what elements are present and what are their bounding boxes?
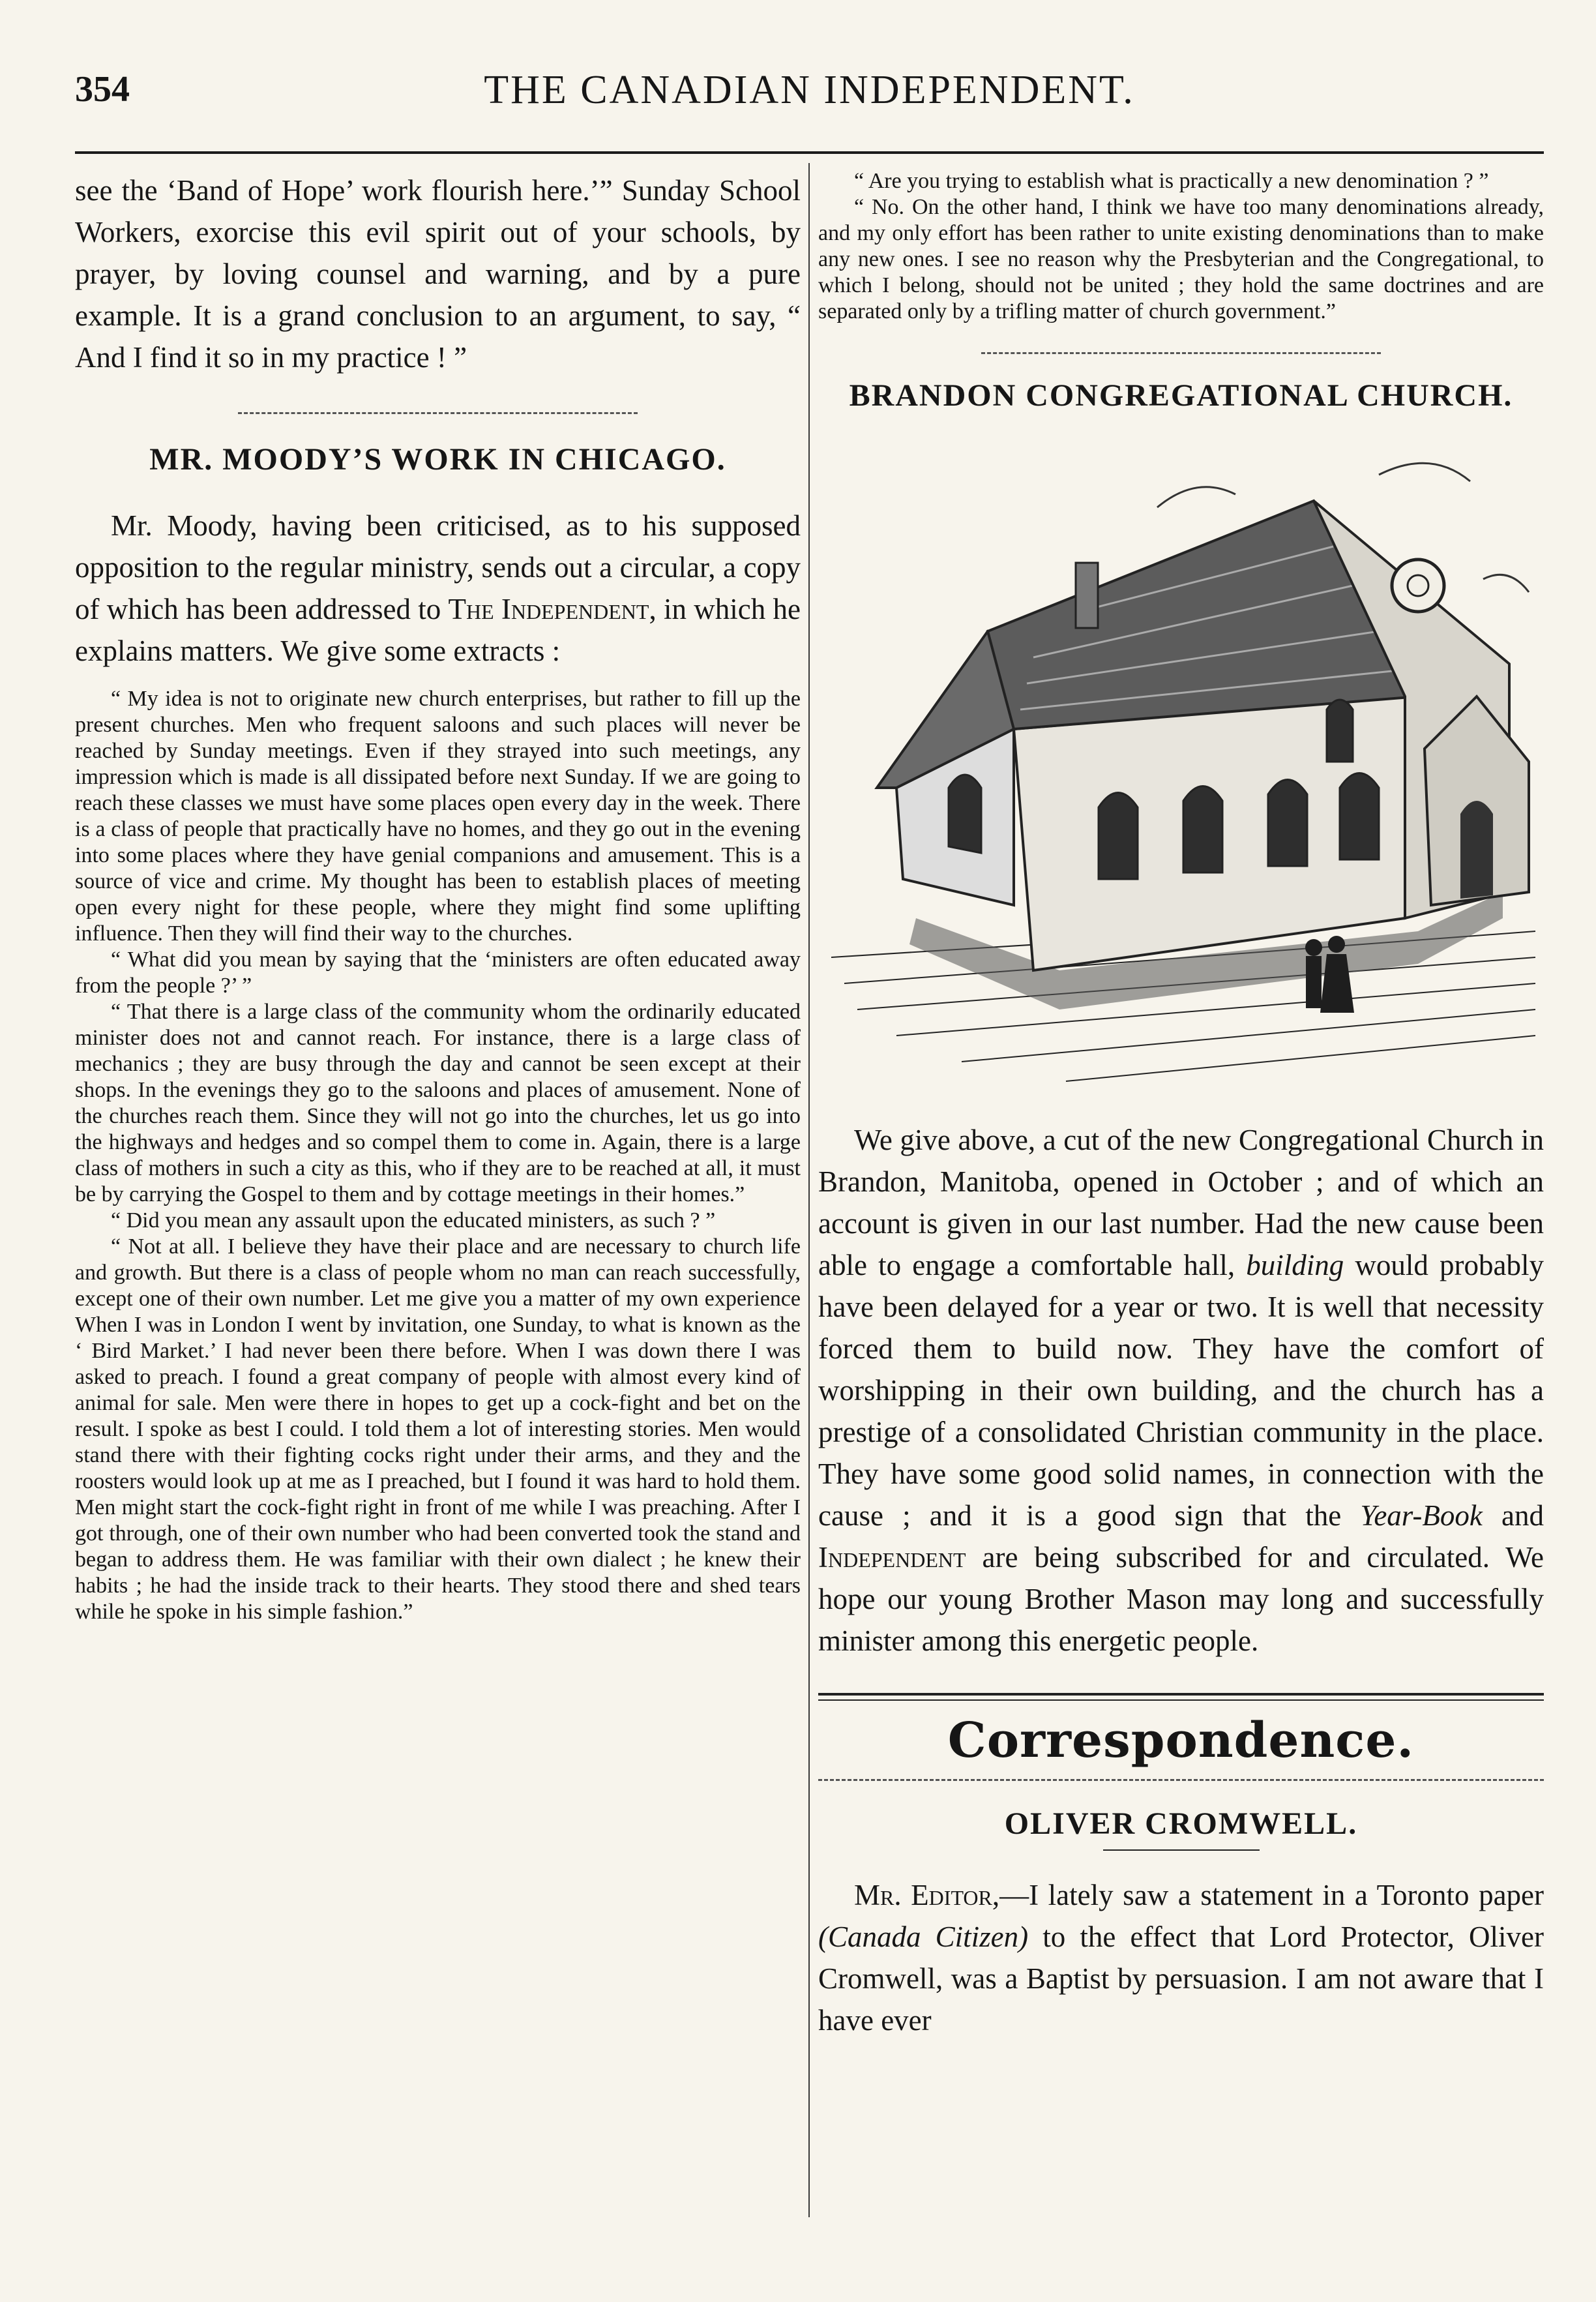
moody-intro-text-end: , in which he explains matters. We give some extracts : — [75, 593, 801, 667]
letter-text: to the effect that Lord Protector, Oliver Cromwell, was a Baptist by persuasion. I am not aware that I have ever — [818, 1921, 1544, 2037]
brandon-article — [818, 1119, 1544, 1662]
journal-name: Independent — [818, 1541, 966, 1574]
header-rule — [75, 151, 1544, 154]
cromwell-heading: OLIVER CROMWELL. — [1004, 1806, 1358, 1841]
brandon-text: and — [1482, 1499, 1544, 1532]
extract-paragraph: “ Not at all. I believe they have their place and are necessary to church life and growth. But there is a class of people whom no man can reach successfully, except one of their own number. Let me give you a matter of my own experience When I was in London I went by invitation, one Sunday, to what is known as the ‘ Bird Market.’ I had never been there before. When I was down there I was asked to preach. I found a great company of people with almost every kind of animal for sale. Men were there in hopes to get up a cock-fight and bet on the result. I spoke as best I could. I told them a lot of interesting stories. Men would stand there with their fighting cocks right under their arms, and they and the roosters would look up at me as I preached, but I found it was hard to hold them. Men might start the cock-fight right in front of me while I was preaching. After I got through, one of their own number who had been converted took the stand and began to address them. He was familiar with their own dialect ; he knew their habits ; he had the inside track to their hearts. They stood there and shed tears while he spoke in his simple fashion.” — [75, 1234, 801, 1624]
moody-intro-text: Mr. Moody, having been criticised, as to his supposed opposition to the regular ministry, sends out a circular, a copy of which has been addressed to — [75, 509, 801, 625]
journal-title: THE CANADIAN INDEPENDENT. — [484, 68, 1135, 112]
double-rule — [818, 1693, 1544, 1701]
journal-name: The Independent — [448, 593, 649, 625]
brandon-emphasis: building — [1246, 1249, 1344, 1281]
salutation: Mr. Editor, — [854, 1879, 1000, 1911]
page-number: 354 — [75, 69, 130, 110]
moody-extracts — [75, 686, 801, 1625]
running-head — [75, 62, 1544, 134]
extract-paragraph: “ What did you mean by saying that the ‘ministers are often educated away from the people ?’ ” — [75, 948, 801, 998]
church-engraving — [818, 423, 1544, 1107]
heading-underline — [1103, 1849, 1260, 1851]
column-divider — [808, 163, 810, 2217]
brandon-text: would probably have been delayed for a year or two. It is well that necessity forced them to build now. They have the comfort of worshipping in their own building, and the church has a prestige of a consolidated Christian community in the place. They have some good solid names, in connection with the cause ; and it is a good sign that the — [818, 1249, 1544, 1532]
section-separator — [818, 1779, 1544, 1781]
letter-text: —I lately saw a statement in a Toronto paper — [999, 1879, 1544, 1911]
extract-paragraph: “ That there is a large class of the community whom the ordinarily educated minister does not and cannot reach. For instance, there is a large class of mechanics ; they are busy through the day and cannot be seen except at their shops. In the evenings they go to the saloons and places of amusement. None of the churches reach them. Since they will not go into the churches, let us go into the highways and hedges and so compel them to come in. Again, there is a large class of mothers in such a city as this, who if they are to be reached at all, it must be by carrying the Gospel to them and by cottage meetings in their homes.” — [75, 1000, 801, 1206]
moody-heading: MR. MOODY’S WORK IN CHICAGO. — [149, 442, 726, 477]
year-book-title: Year-Book — [1360, 1499, 1483, 1532]
left-column — [75, 163, 801, 1625]
right-column — [818, 163, 1544, 2041]
brandon-heading: BRANDON CONGREGATIONAL CHURCH. — [849, 378, 1513, 413]
top-extract: “ No. On the other hand, I think we have too many denominations already, and my only effort has been rather to unite existing denominations than to make any new ones. I see no reason why the Presbyterian and the Congregational, to which I belong, should not be united ; they hold the same doctrines and are separated only by a trifling matter of church government.” — [818, 195, 1544, 323]
correspondence-heading: Correspondence. — [947, 1712, 1415, 1769]
intro-paragraph: see the ‘Band of Hope’ work flourish here.’” Sunday School Workers, exorcise this evil spirit out of your schools, by prayer, by loving counsel and warning, and by a pure example. It is a grand conclusion to an argument, to say, “ And I find it so in my practice ! ” — [75, 174, 801, 374]
top-extract: “ Are you trying to establish what is practically a new denomination ? ” — [854, 169, 1489, 193]
extract-paragraph: “ Did you mean any assault upon the educated ministers, as such ? ” — [111, 1208, 716, 1233]
section-separator — [238, 412, 637, 414]
section-separator — [981, 352, 1380, 354]
cromwell-letter — [818, 1874, 1544, 2041]
brandon-text: are being subscribed for and circulated. We hope our young Brother Mason may long and successfully minister among this energetic people. — [818, 1541, 1544, 1657]
newspaper-name: (Canada Citizen) — [818, 1921, 1029, 1953]
extract-paragraph: “ My idea is not to originate new church enterprises, but rather to fill up the present churches. Men who frequent saloons and such places will never be reached by Sunday meetings. Even if they strayed into such meetings, any impression which is made is all dissipated before next Sunday. If we are going to reach these classes we must have some places open every day in the week. There is a class of people that practically have no homes, and they go out in the evening into some places where they have genial companions and amusement. This is a source of vice and crime. My thought has been to establish places of meeting open every night for these people, where they might find some uplifting influence. Then they will find their way to the churches. — [75, 687, 801, 946]
brandon-text: We give above, a cut of the new Congregational Church in Brandon, Manitoba, opened in October ; and of which an account is given in our last number. Had the new cause been able to engage a comfortable hall, — [818, 1124, 1544, 1281]
moody-intro — [75, 505, 801, 672]
